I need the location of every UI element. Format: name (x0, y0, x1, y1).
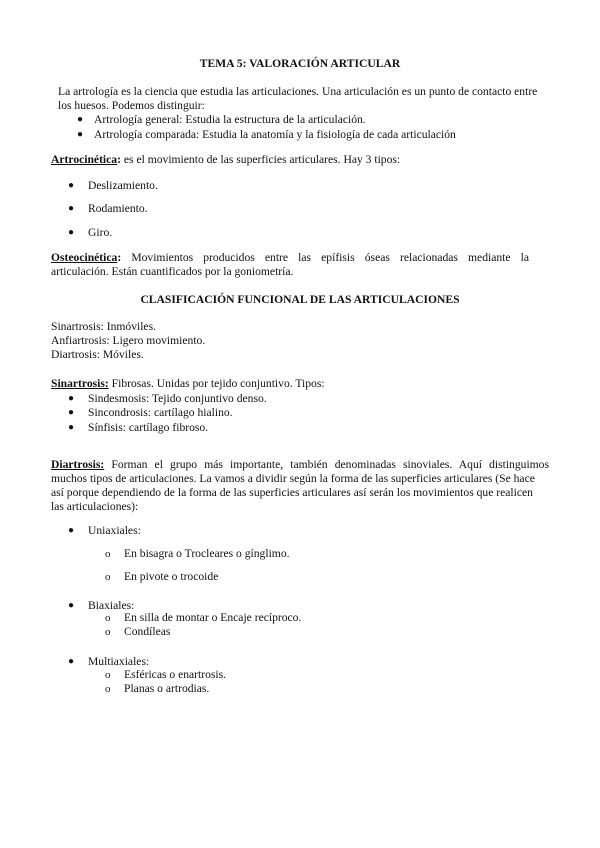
circle-bullet-icon: o (105, 571, 111, 583)
artrocinetica-item-3: Giro. (88, 226, 113, 239)
diartrosis-line2: muchos tipos de articulaciones. La vamos a dividir según la forma de las superficies articulares (Se hace (51, 472, 535, 485)
artrocinetica-paragraph (51, 153, 400, 167)
biaxiales-subitem-1: En silla de montar o Encaje recíproco. (124, 611, 302, 624)
bullet-icon: ● (68, 600, 75, 611)
artrocinetica-term: Artrocinética (51, 153, 118, 166)
group-multiaxiales-label: Multiaxiales: (88, 655, 150, 668)
intro-text-line2: los huesos. Podemos distinguir: (58, 99, 205, 112)
bullet-icon: ● (68, 407, 75, 418)
sinartrosis-item-2: Sincondrosis: cartílago hialino. (88, 406, 233, 419)
diartrosis-line3: así porque dependiendo de la forma de las superficies articulares así serán los movimientos que realicen (51, 486, 533, 499)
uniaxiales-subitem-1: En bisagra o Trocleares o gínglimo. (124, 547, 290, 560)
osteocinetica-line2: articulación. Están cuantificados por la goniometría. (51, 265, 294, 278)
bullet-icon: ● (68, 422, 75, 433)
document-title: TEMA 5: VALORACIÓN ARTICULAR (199, 57, 401, 70)
classification-item-1: Sinartrosis: Inmóviles. (51, 320, 156, 333)
diartrosis-text-line1: Forman el grupo más importante, también denominadas sinoviales. Aquí distinguimos (104, 458, 549, 471)
bullet-icon: ● (77, 129, 84, 140)
osteocinetica-colon: : (117, 251, 122, 264)
bullet-icon: ● (77, 114, 84, 125)
circle-bullet-icon: o (105, 626, 111, 638)
circle-bullet-icon: o (105, 669, 111, 681)
circle-bullet-icon: o (105, 548, 111, 560)
bullet-icon: ● (68, 227, 75, 238)
classification-item-2: Anfiartrosis: Ligero movimiento. (51, 334, 206, 347)
sinartrosis-term: Sinartrosis: (51, 377, 109, 390)
artrocinetica-item-2: Rodamiento. (88, 202, 148, 215)
diartrosis-term: Diartrosis: (51, 458, 105, 471)
multiaxiales-subitem-1: Esféricas o enartrosis. (124, 668, 227, 681)
sinartrosis-item-3: Sínfisis: cartílago fibroso. (88, 421, 209, 434)
circle-bullet-icon: o (105, 612, 111, 624)
osteocinetica-line1 (51, 251, 529, 265)
intro-text-line1: La artrología es la ciencia que estudia las articulaciones. Una articulación es un punto de contacto entre (58, 85, 538, 98)
artrocinetica-item-1: Deslizamiento. (88, 179, 158, 192)
bullet-icon: ● (68, 656, 75, 667)
biaxiales-subitem-2: Condíleas (124, 625, 171, 638)
bullet-icon: ● (68, 203, 75, 214)
sinartrosis-item-1: Sindesmosis: Tejido conjuntivo denso. (88, 392, 267, 405)
sinartrosis-text: Fibrosas. Unidas por tejido conjuntivo. Tipos: (108, 377, 325, 390)
diartrosis-line4: las articulaciones): (51, 500, 139, 513)
multiaxiales-subitem-2: Planas o artrodias. (124, 682, 210, 695)
diartrosis-line1 (51, 458, 549, 472)
circle-bullet-icon: o (105, 683, 111, 695)
group-biaxiales-label: Biaxiales: (88, 599, 135, 612)
bullet-icon: ● (68, 525, 75, 536)
intro-item-2: Artrología comparada: Estudia la anatomía y la fisiología de cada articulación (94, 128, 456, 141)
classification-item-3: Diartrosis: Móviles. (51, 348, 144, 361)
uniaxiales-subitem-2: En pivote o trocoide (124, 570, 219, 583)
intro-item-1: Artrología general: Estudia la estructura de la articulación. (94, 113, 366, 126)
bullet-icon: ● (68, 393, 75, 404)
section-heading: CLASIFICACIÓN FUNCIONAL DE LAS ARTICULACIONES (140, 293, 460, 306)
osteocinetica-term: Osteocinética (51, 251, 118, 264)
artrocinetica-colon: : (117, 153, 121, 166)
bullet-icon: ● (68, 180, 75, 191)
sinartrosis-paragraph (51, 377, 325, 391)
osteocinetica-text-line1: Movimientos producidos entre las epífisis óseas relacionadas mediante la (121, 251, 529, 264)
group-uniaxiales-label: Uniaxiales: (88, 524, 141, 537)
artrocinetica-text: es el movimiento de las superficies articulares. Hay 3 tipos: (120, 153, 401, 166)
